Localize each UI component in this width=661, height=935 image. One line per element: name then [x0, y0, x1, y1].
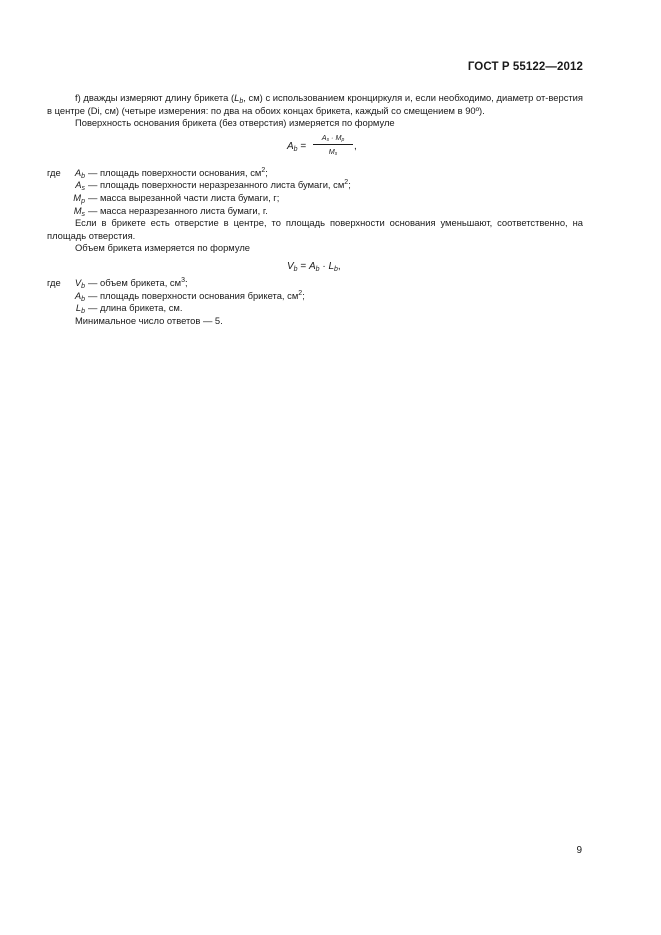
definition-text — [88, 290, 305, 303]
surface-formula-intro: Поверхность основания брикета (без отверстия) измеряется по формуле — [75, 117, 395, 129]
hole-note-paragraph: Если в брикете есть отверстие в центре, то площадь поверхности основания уменьшают, соответственно, на площадь отверстия. — [47, 217, 583, 241]
formula1-fraction — [313, 133, 353, 156]
formula1-numerator — [313, 133, 353, 142]
formula2-l-sub: b — [334, 265, 338, 273]
definition-row — [47, 290, 583, 303]
numerator-m-sub: p — [341, 136, 345, 143]
definition-row — [47, 192, 583, 205]
definition-row — [47, 167, 583, 180]
definition-tail: ; — [348, 179, 351, 191]
formula1-lhs-sub: b — [293, 145, 298, 153]
definition-symbol — [65, 302, 88, 315]
definition-text — [88, 192, 279, 205]
item-f-text-1: f) дважды измеряют длину брикета ( — [75, 92, 235, 103]
formula2-definitions — [47, 277, 583, 315]
definition-text-main: — масса неразрезанного листа бумаги, г. — [88, 204, 268, 216]
page-number: 9 — [576, 845, 582, 856]
definition-text-main: — длина брикета, см. — [88, 302, 183, 314]
definition-text — [88, 167, 268, 180]
formula2-a-sub: b — [315, 265, 320, 273]
definition-unit-power: 2 — [298, 289, 303, 297]
numerator-a: A — [321, 132, 327, 142]
definition-symbol-sub: b — [81, 282, 85, 290]
definition-symbol-letter: V — [74, 276, 82, 288]
formula2-v-sub: b — [293, 265, 298, 273]
definition-row — [47, 302, 583, 315]
definition-text-main: — объем брикета, см — [88, 276, 182, 288]
fraction-bar — [313, 144, 353, 145]
definition-symbol — [65, 205, 88, 218]
volume-formula — [47, 257, 583, 277]
definition-symbol-sub: b — [81, 308, 85, 316]
item-f-paragraph — [47, 92, 583, 117]
formula2-dot: · — [319, 260, 329, 272]
definition-symbol — [65, 290, 88, 303]
definition-text — [88, 302, 182, 315]
definition-symbol-letter: A — [74, 166, 82, 178]
numerator-a-sub: s — [326, 136, 330, 143]
min-answers-paragraph: Минимальное число ответов — 5. — [75, 314, 223, 326]
formula2-l: L — [328, 260, 335, 272]
surface-area-formula — [47, 133, 583, 167]
definition-where: где — [47, 276, 61, 288]
definition-symbol-sub: s — [81, 210, 85, 218]
formula2-v: V — [287, 260, 294, 272]
definition-symbol — [65, 277, 88, 290]
volume-formula-intro: Объем брикета измеряется по формуле — [75, 242, 251, 254]
length-symbol-sub: b — [239, 98, 244, 105]
definition-row — [47, 205, 583, 218]
definition-symbol-letter: A — [75, 179, 82, 191]
formula1-lhs — [287, 141, 306, 154]
formula2-a: A — [308, 260, 316, 272]
numerator-dot: · — [329, 132, 336, 142]
formula1-equals: = — [297, 140, 307, 152]
formula1-lhs-symbol: A — [287, 140, 294, 152]
length-symbol-letter: L — [234, 92, 240, 103]
definition-tail: ; — [265, 166, 268, 178]
formula2-expression — [287, 261, 341, 274]
definition-tail: ; — [184, 276, 188, 288]
standard-code-header: ГОСТ Р 55122—2012 — [467, 61, 583, 73]
numerator-m: M — [335, 132, 342, 142]
definition-symbol — [65, 167, 88, 180]
definition-symbol-letter: M — [73, 204, 82, 216]
definition-text — [88, 277, 188, 290]
definition-symbol-letter: A — [74, 289, 82, 301]
formula2-comma: , — [337, 260, 341, 272]
definition-symbol-sub: s — [81, 185, 85, 193]
definition-symbol-letter: L — [75, 302, 82, 314]
definition-text-main: — масса вырезанной части листа бумаги, г; — [88, 191, 280, 203]
definition-text — [88, 205, 268, 218]
definition-unit-power: 3 — [181, 276, 185, 284]
definition-symbol — [65, 179, 88, 192]
definition-symbol-sub: p — [81, 197, 85, 205]
definition-row — [47, 277, 583, 290]
formula2-equals: = — [297, 260, 309, 272]
definition-symbol-letter: M — [73, 191, 82, 203]
definition-unit-power: 2 — [261, 166, 266, 174]
definition-unit-power: 2 — [344, 179, 349, 187]
definition-text-main: — площадь поверхности основания брикета, см — [88, 289, 299, 301]
formula1-definitions — [47, 167, 583, 217]
denominator-m-sub: s — [334, 150, 338, 157]
definition-text-main: — площадь поверхности неразрезанного листа бумаги, см — [88, 179, 345, 191]
definition-where: где — [47, 166, 61, 178]
definition-text-main: — площадь поверхности основания, см — [88, 166, 262, 178]
formula1-comma: , — [354, 140, 357, 152]
definition-row — [47, 179, 583, 192]
document-body — [47, 92, 583, 327]
definition-tail: ; — [302, 289, 305, 301]
definition-symbol-sub: b — [81, 172, 85, 180]
length-symbol — [234, 92, 243, 103]
definition-symbol — [65, 192, 88, 205]
definition-text — [88, 179, 351, 192]
formula1-denominator — [313, 147, 353, 156]
definition-symbol-sub: b — [81, 295, 85, 303]
denominator-m: M — [328, 146, 335, 156]
item-f-text-2: , см) с использованием кронциркуля и, если необходимо, диаметр от-верстия в центре (Di, см) (четыре измерения: по два на обоих концах брикета, каждый со смещением в 90º). — [47, 92, 583, 116]
